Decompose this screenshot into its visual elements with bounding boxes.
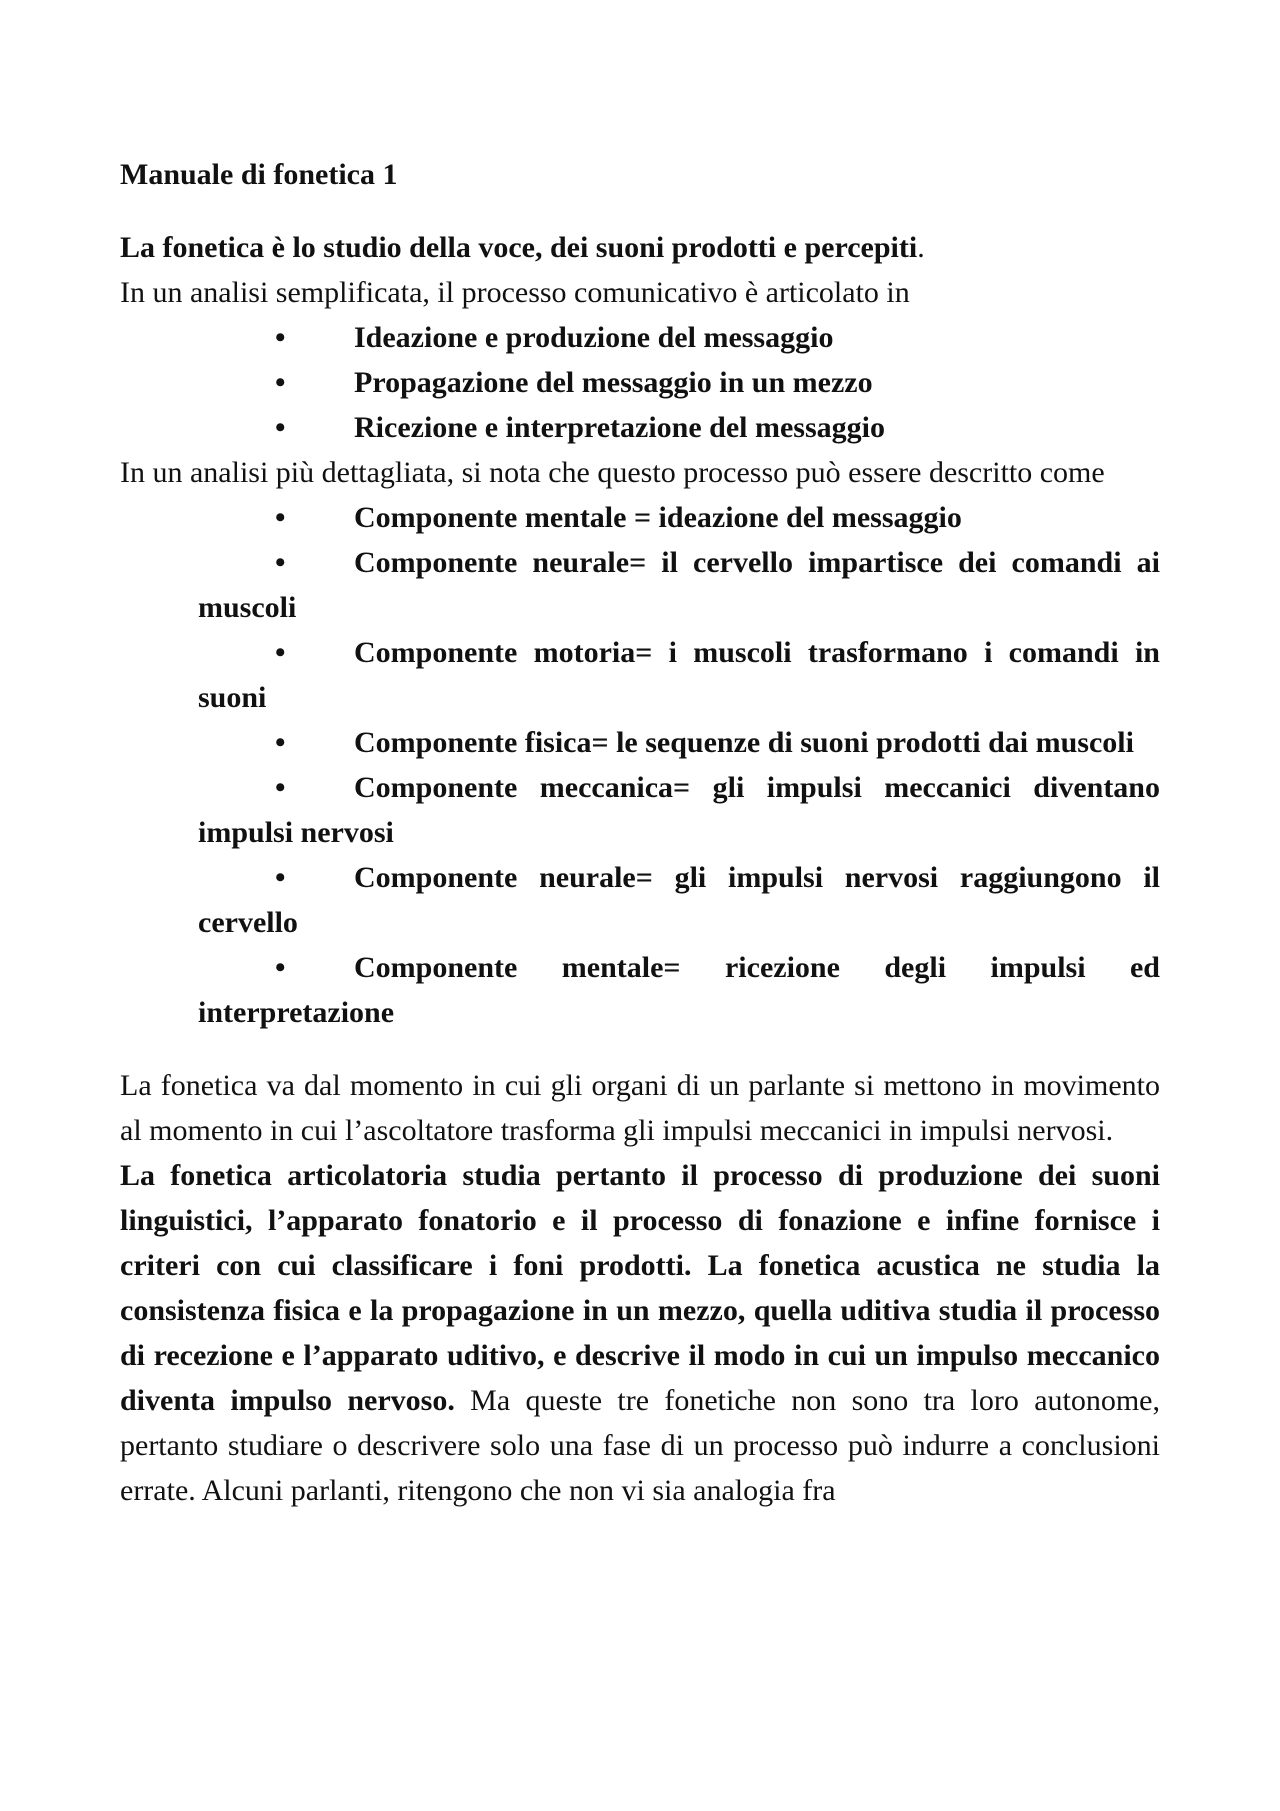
simplified-intro: In un analisi semplificata, il processo comunicativo è articolato in [120,276,910,309]
list-item: • Componente mentale = ideazione del messaggio [120,495,1160,540]
detailed-process-list [120,540,1160,1035]
spacer [120,1035,1160,1063]
document-body [120,152,1160,1513]
document-title: Manuale di fonetica 1 [120,158,398,191]
list-item: • Componente motoria= i muscoli trasformano i comandi in suoni [198,636,1160,714]
detailed-intro: In un analisi più dettagliata, si nota che questo processo può essere descritto come [120,456,1105,489]
bullet-icon: • [275,366,286,399]
list-item: • Ricezione e interpretazione del messaggio [120,405,1160,450]
definition-line [120,225,1160,270]
paragraph-phonetics-scope: La fonetica va dal momento in cui gli organi di un parlante si mettono in movimento al momento in cui l’ascoltatore trasforma gli impulsi meccanici in impulsi nervosi. [120,1069,1160,1147]
detailed-process-list-first [120,495,1160,540]
bullet-icon: • [275,321,286,354]
list-item: • Componente neurale= il cervello impartisce dei comandi ai muscoli [198,546,1160,624]
branches-bold-text: La fonetica articolatoria studia pertanto il processo di produzione dei suoni linguistici, l’apparato fonatorio e il processo di fonazione e infine fornisce i criteri con cui classificare i foni prodotti. La fonetica acustica ne studia la consistenza fisica e la propagazione in un mezzo, quella uditiva studia il processo di recezione e l’apparato uditivo, e descrive il modo in cui un impulso meccanico diventa impulso nervoso. [120,1159,1160,1417]
list-item: • Componente fisica= le sequenze di suoni prodotti dai muscoli [275,726,1134,759]
bullet-icon: • [275,411,286,444]
list-item: • Componente neurale= gli impulsi nervosi raggiungono il cervello [198,861,1160,939]
list-item: • Ideazione e produzione del messaggio [120,315,1160,360]
spacer [120,197,1160,225]
list-item: • Propagazione del messaggio in un mezzo [120,360,1160,405]
branches-normal-text: Ma queste tre fonetiche non sono tra loro autonome, pertanto studiare o descrivere solo una fase di un processo può indurre a conclusioni errate. Alcuni parlanti, ritengono che non vi sia analogia fra [120,1384,1160,1507]
bullet-icon: • [275,501,286,534]
paragraph-phonetics-branches [120,1153,1160,1513]
simple-process-list [120,315,1160,450]
definition-tail: . [917,231,925,264]
list-item: • Componente meccanica= gli impulsi meccanici diventano impulsi nervosi [198,771,1160,849]
list-item: • Componente mentale= ricezione degli impulsi ed interpretazione [198,951,1160,1029]
definition-bold: La fonetica è lo studio della voce, dei suoni prodotti e percepiti [120,231,918,264]
